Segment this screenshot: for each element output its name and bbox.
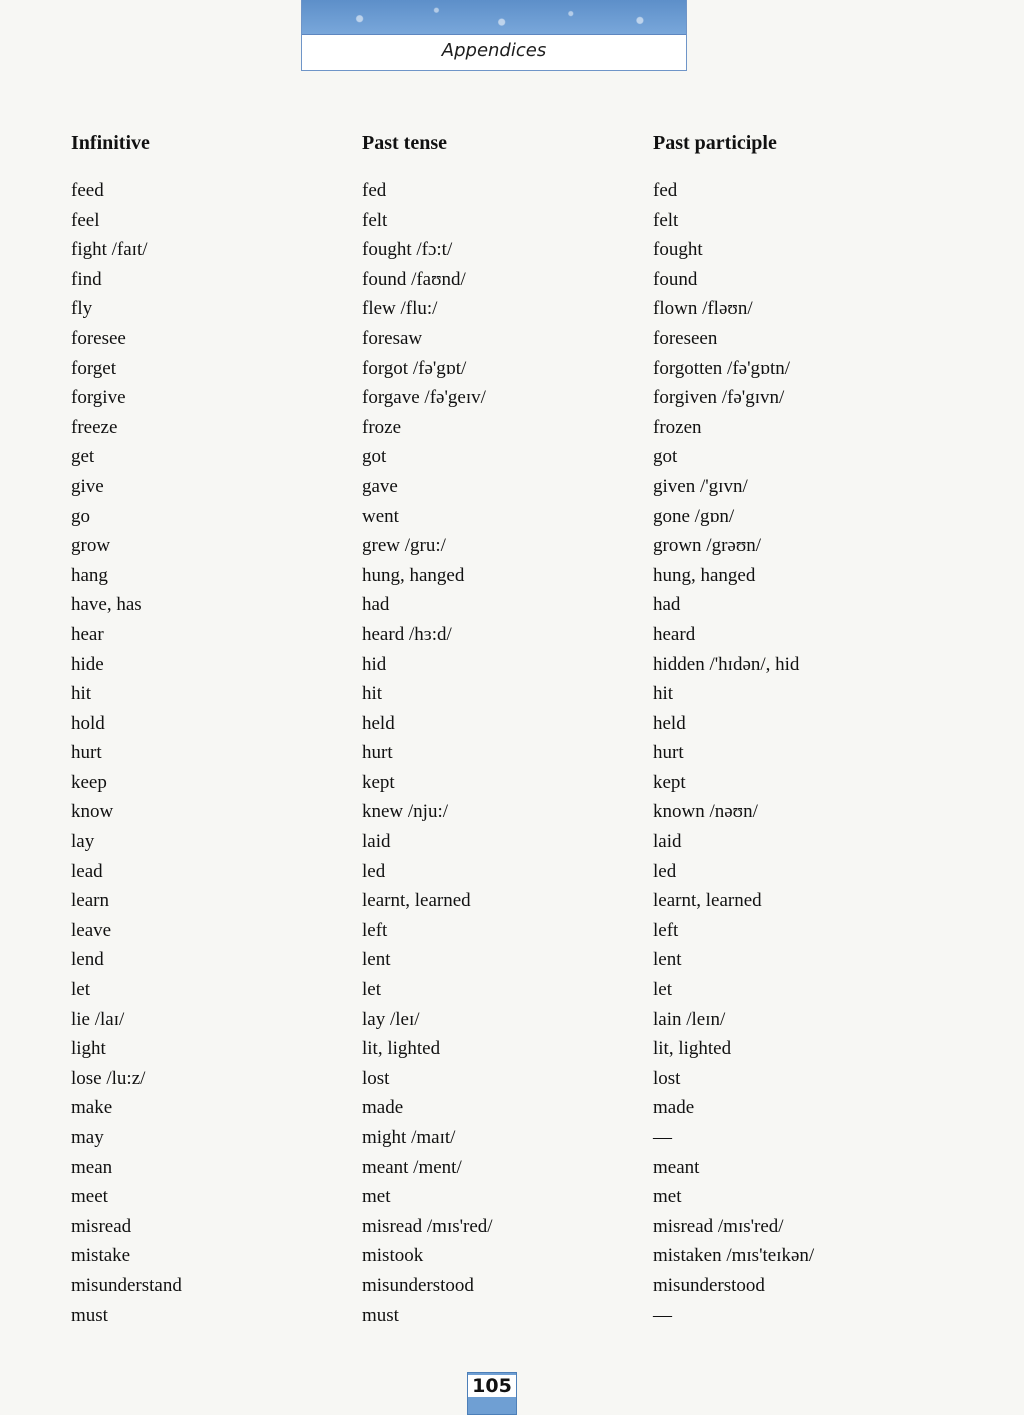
- past-tense-entry: forgot /fə'gɒt/: [362, 357, 467, 379]
- past-participle-entry: foreseen: [653, 327, 718, 349]
- infinitive-entry: hit: [71, 683, 92, 705]
- infinitive-entry: must: [71, 1304, 108, 1326]
- past-participle-entry: flown /fləʊn/: [653, 298, 753, 320]
- infinitive-entry: fight /faɪt/: [71, 239, 148, 261]
- past-participle-entry: hung, hanged: [653, 564, 756, 586]
- past-tense-entry: lit, lighted: [362, 1038, 441, 1060]
- infinitive-entry: leave: [71, 919, 112, 941]
- past-tense-entry: felt: [362, 209, 388, 231]
- past-participle-entry: met: [653, 1186, 682, 1208]
- past-tense-entry: knew /nju:/: [362, 801, 449, 823]
- past-tense-entry: lent: [362, 949, 391, 971]
- infinitive-entry: freeze: [71, 416, 118, 438]
- past-participle-entry: led: [653, 860, 677, 882]
- past-participle-entry: laid: [653, 831, 682, 853]
- past-participle-entry: forgiven /fə'gɪvn/: [653, 387, 785, 409]
- past-tense-entry: hid: [362, 653, 387, 675]
- past-participle-entry: found: [653, 268, 698, 290]
- section-title: Appendices: [441, 40, 547, 61]
- past-tense-entry: misread /mɪs'red/: [362, 1215, 493, 1237]
- infinitive-header: Infinitive: [71, 132, 150, 154]
- past-tense-entry: left: [362, 919, 388, 941]
- past-tense-entry: lay /leɪ/: [362, 1008, 420, 1030]
- past-tense-entry: fought /fɔ:t/: [362, 239, 453, 261]
- infinitive-entry: meet: [71, 1186, 108, 1208]
- past-tense-entry: flew /flu:/: [362, 298, 438, 320]
- past-participle-list: [653, 176, 814, 1330]
- past-participle-entry: given /'gɪvn/: [653, 475, 748, 497]
- infinitive-entry: mistake: [71, 1245, 131, 1267]
- past-participle-entry: felt: [653, 209, 679, 231]
- infinitive-entry: feel: [71, 209, 100, 231]
- past-tense-entry: might /maɪt/: [362, 1127, 456, 1148]
- infinitive-entry: keep: [71, 771, 107, 793]
- past-tense-entry: hit: [362, 683, 383, 705]
- past-participle-entry: lost: [653, 1067, 681, 1089]
- past-participle-entry: forgotten /fə'gɒtn/: [653, 357, 791, 379]
- past-participle-entry: fought: [653, 239, 703, 261]
- infinitive-entry: go: [71, 505, 90, 527]
- past-participle-entry: hidden /'hɪdən/, hid: [653, 653, 800, 675]
- infinitive-list: [71, 176, 182, 1330]
- page-number: 105: [468, 1375, 516, 1397]
- past-participle-entry: had: [653, 594, 681, 616]
- past-tense-entry: learnt, learned: [362, 890, 471, 912]
- past-tense-entry: lost: [362, 1067, 390, 1089]
- past-tense-entry: heard /hɜ:d/: [362, 623, 452, 645]
- infinitive-entry: find: [71, 268, 102, 290]
- past-participle-entry: fed: [653, 180, 678, 201]
- past-tense-entry: hung, hanged: [362, 564, 465, 586]
- infinitive-entry: feed: [71, 180, 104, 201]
- past-participle-entry: misunderstood: [653, 1274, 765, 1296]
- past-tense-entry: froze: [362, 416, 402, 438]
- past-tense-entry: grew /gru:/: [362, 535, 446, 557]
- infinitive-entry: hurt: [71, 742, 102, 764]
- infinitive-entry: have, has: [71, 594, 142, 616]
- past-participle-entry: left: [653, 919, 679, 941]
- past-participle-entry: hurt: [653, 742, 684, 764]
- past-tense-entry: must: [362, 1304, 399, 1326]
- infinitive-entry: let: [71, 979, 90, 1001]
- infinitive-column: [71, 128, 182, 1330]
- past-participle-entry: meant: [653, 1156, 700, 1178]
- past-tense-entry: found /faʊnd/: [362, 268, 466, 290]
- past-participle-entry: grown /grəʊn/: [653, 535, 762, 557]
- past-tense-entry: kept: [362, 771, 395, 793]
- page-number-box: [467, 1372, 517, 1415]
- past-tense-entry: forgave /fə'geɪv/: [362, 387, 486, 409]
- past-participle-entry: let: [653, 979, 672, 1001]
- past-participle-column: [653, 128, 814, 1330]
- infinitive-entry: fly: [71, 298, 93, 320]
- infinitive-entry: know: [71, 801, 114, 823]
- past-participle-entry: kept: [653, 771, 686, 793]
- past-participle-entry: frozen: [653, 416, 702, 438]
- infinitive-entry: light: [71, 1038, 106, 1060]
- past-tense-column: [362, 128, 493, 1330]
- infinitive-entry: learn: [71, 890, 109, 912]
- past-tense-entry: laid: [362, 831, 391, 853]
- infinitive-entry: mean: [71, 1156, 113, 1178]
- infinitive-entry: lie /laɪ/: [71, 1008, 125, 1030]
- infinitive-entry: hide: [71, 653, 104, 675]
- past-tense-entry: hurt: [362, 742, 393, 764]
- infinitive-entry: misread: [71, 1215, 132, 1237]
- infinitive-entry: hold: [71, 712, 105, 734]
- past-participle-entry: misread /mɪs'red/: [653, 1215, 784, 1237]
- past-tense-list: [362, 176, 493, 1330]
- past-tense-entry: held: [362, 712, 395, 734]
- infinitive-entry: forget: [71, 357, 117, 379]
- past-participle-entry: mistaken /mɪs'teɪkən/: [653, 1245, 815, 1267]
- past-participle-entry: learnt, learned: [653, 890, 762, 912]
- past-tense-entry: let: [362, 979, 381, 1001]
- infinitive-entry: forgive: [71, 387, 126, 409]
- past-tense-entry: had: [362, 594, 390, 616]
- infinitive-entry: foresee: [71, 327, 126, 349]
- past-tense-entry: met: [362, 1186, 391, 1208]
- infinitive-entry: lead: [71, 860, 103, 882]
- past-participle-entry: gone /gɒn/: [653, 505, 735, 527]
- infinitive-entry: make: [71, 1097, 113, 1119]
- past-tense-entry: made: [362, 1097, 404, 1119]
- past-participle-entry: heard: [653, 623, 696, 645]
- past-tense-entry: gave: [362, 475, 398, 497]
- past-participle-entry: hit: [653, 683, 674, 705]
- infinitive-entry: may: [71, 1127, 104, 1148]
- past-participle-entry: known /nəʊn/: [653, 801, 758, 823]
- past-participle-entry: lent: [653, 949, 682, 971]
- past-participle-entry: lain /leɪn/: [653, 1008, 726, 1030]
- infinitive-entry: hang: [71, 564, 108, 586]
- past-participle-header: Past participle: [653, 132, 777, 154]
- past-tense-entry: fed: [362, 180, 387, 201]
- past-tense-header: Past tense: [362, 132, 447, 154]
- past-tense-entry: led: [362, 860, 386, 882]
- infinitive-entry: hear: [71, 623, 104, 645]
- infinitive-entry: misunderstand: [71, 1274, 182, 1296]
- infinitive-entry: grow: [71, 535, 111, 557]
- past-tense-entry: foresaw: [362, 327, 423, 349]
- infinitive-entry: lose /lu:z/: [71, 1067, 146, 1089]
- past-participle-entry: made: [653, 1097, 695, 1119]
- infinitive-entry: lay: [71, 831, 95, 853]
- infinitive-entry: lend: [71, 949, 104, 971]
- past-participle-entry: got: [653, 446, 678, 468]
- past-tense-entry: mistook: [362, 1245, 424, 1267]
- infinitive-entry: give: [71, 475, 104, 497]
- past-participle-entry: lit, lighted: [653, 1038, 732, 1060]
- header-box: [301, 0, 687, 71]
- past-tense-entry: got: [362, 446, 387, 468]
- past-participle-entry: —: [653, 1127, 672, 1148]
- past-tense-entry: misunderstood: [362, 1274, 474, 1296]
- infinitive-entry: get: [71, 446, 95, 468]
- header-banner-image: [302, 0, 686, 35]
- past-tense-entry: meant /ment/: [362, 1156, 462, 1178]
- past-tense-entry: went: [362, 505, 399, 527]
- past-participle-entry: —: [653, 1304, 672, 1326]
- past-participle-entry: held: [653, 712, 686, 734]
